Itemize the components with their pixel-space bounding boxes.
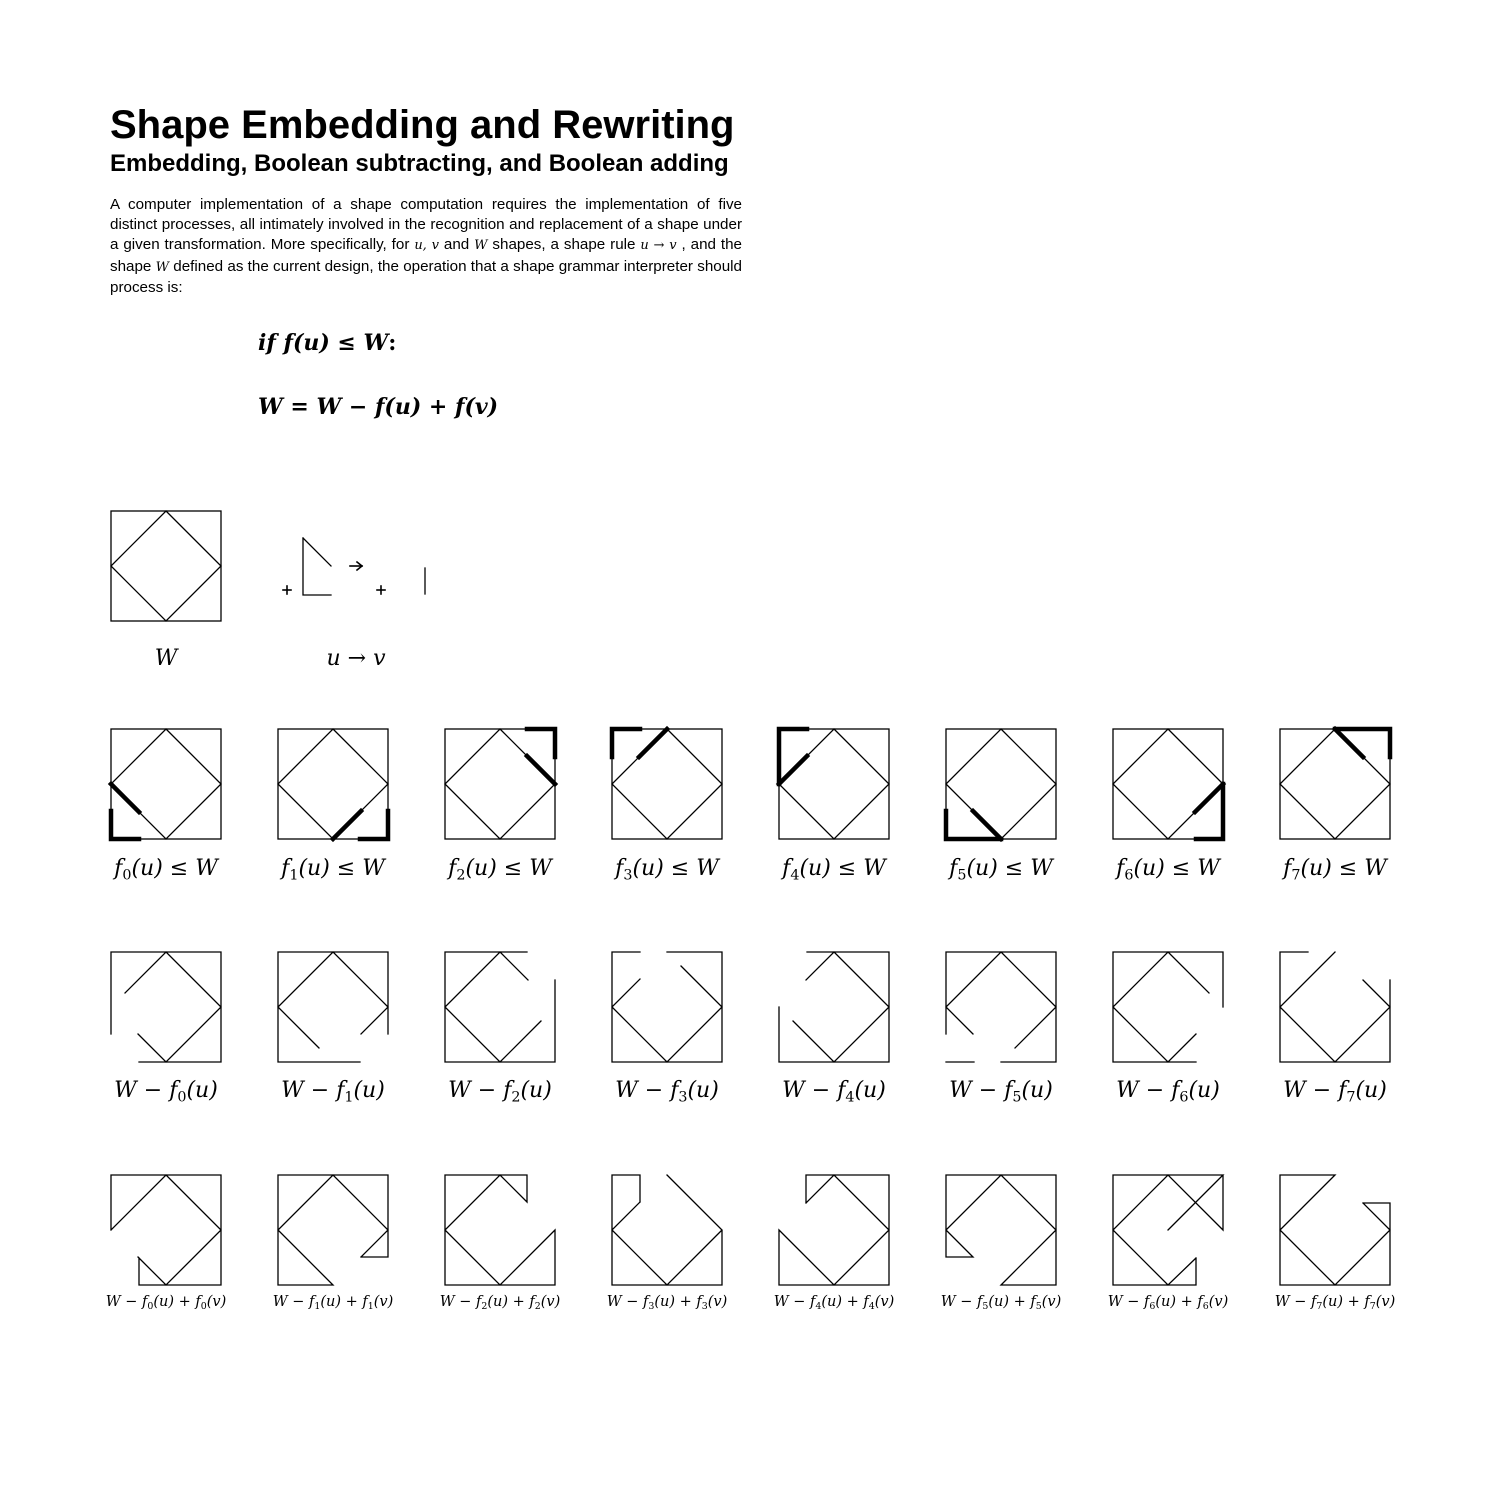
subtract-label-1: $W - f_1(u)$ <box>281 1078 385 1106</box>
intro-math: u, v <box>414 238 439 254</box>
add-shape-5 <box>945 1174 1057 1286</box>
embedding-shape-1 <box>277 728 389 840</box>
subtract-label-4: $W - f_4(u)$ <box>782 1078 886 1106</box>
embedding-shape-5 <box>945 728 1057 840</box>
subtract-label-0: $W - f_0(u)$ <box>114 1078 218 1106</box>
shape-w-label: W <box>154 646 178 671</box>
embedding-shape-4 <box>778 728 890 840</box>
subtract-shape-6 <box>1112 951 1224 1063</box>
embedding-label-3: $f_3(u) \le W$ <box>615 856 719 884</box>
rule-label: u → v <box>326 646 386 671</box>
add-label-7: $W - f_7(u) + f_7(v)$ <box>1274 1294 1396 1312</box>
intro-paragraph <box>110 195 742 298</box>
subtract-label-3: $W - f_3(u)$ <box>615 1078 719 1106</box>
intro-text: defined as the current design, the operation that a shape grammar interpreter should process is: <box>110 257 742 296</box>
embedding-label-2: $f_2(u) \le W$ <box>448 856 552 884</box>
embedding-shape-7 <box>1279 728 1391 840</box>
add-shape-0 <box>110 1174 222 1286</box>
intro-math: W <box>474 238 488 254</box>
subtract-label-7: $W - f_7(u)$ <box>1283 1078 1387 1106</box>
page-title: Shape Embedding and Rewriting <box>110 103 735 147</box>
add-label-1: $W - f_1(u) + f_1(v)$ <box>272 1294 394 1312</box>
embedding-shape-6 <box>1112 728 1224 840</box>
subtract-shape-7 <box>1279 951 1391 1063</box>
embedding-label-6: $f_6(u) \le W$ <box>1116 856 1220 884</box>
add-shape-7 <box>1279 1174 1391 1286</box>
add-label-0: $W - f_0(u) + f_0(v)$ <box>105 1294 227 1312</box>
intro-text: shapes, a shape rule <box>487 236 641 254</box>
embedding-label-1: $f_1(u) \le W$ <box>281 856 385 884</box>
add-shape-2 <box>444 1174 556 1286</box>
embedding-label-0: $f_0(u) \le W$ <box>114 856 218 884</box>
subtract-shape-3 <box>611 951 723 1063</box>
add-shape-6 <box>1112 1174 1224 1286</box>
intro-math: W <box>155 259 170 275</box>
embedding-label-7: $f_7(u) \le W$ <box>1283 856 1387 884</box>
embedding-shape-3 <box>611 728 723 840</box>
subtract-shape-1 <box>277 951 389 1063</box>
subtract-label-2: $W - f_2(u)$ <box>448 1078 552 1106</box>
page-subtitle: Embedding, Boolean subtracting, and Boolean adding <box>110 150 729 177</box>
shape-w <box>110 510 222 622</box>
embedding-label-4: $f_4(u) \le W$ <box>782 856 886 884</box>
intro-text: A computer implementation of a shape computation requires the implementation of five distinct processes, all intimately involved in the recognition and replacement of a shape under a given transformation. More specifically, for <box>110 196 742 254</box>
embedding-label-5: $f_5(u) \le W$ <box>949 856 1053 884</box>
subtract-label-6: $W - f_6(u)$ <box>1116 1078 1220 1106</box>
add-label-2: $W - f_2(u) + f_2(v)$ <box>439 1294 561 1312</box>
embedding-shape-2 <box>444 728 556 840</box>
subtract-shape-2 <box>444 951 556 1063</box>
subtract-shape-4 <box>778 951 890 1063</box>
add-shape-1 <box>277 1174 389 1286</box>
add-label-6: $W - f_6(u) + f_6(v)$ <box>1107 1294 1229 1312</box>
add-label-5: $W - f_5(u) + f_5(v)$ <box>940 1294 1062 1312</box>
add-label-4: $W - f_4(u) + f_4(v)$ <box>773 1294 895 1312</box>
subtract-label-5: $W - f_5(u)$ <box>949 1078 1053 1106</box>
intro-text: , and the shape <box>110 236 743 275</box>
shape-rule <box>280 535 440 600</box>
subtract-shape-5 <box>945 951 1057 1063</box>
embedding-shape-0 <box>110 728 222 840</box>
add-label-3: $W - f_3(u) + f_3(v)$ <box>606 1294 728 1312</box>
condition-equation: if f(u) ≤ W: <box>258 330 397 356</box>
add-shape-4 <box>778 1174 890 1286</box>
add-shape-3 <box>611 1174 723 1286</box>
intro-math: u → v <box>640 238 677 254</box>
subtract-shape-0 <box>110 951 222 1063</box>
intro-text: and <box>438 236 475 254</box>
rewrite-equation: W = W − f(u) + f(v) <box>258 394 499 420</box>
